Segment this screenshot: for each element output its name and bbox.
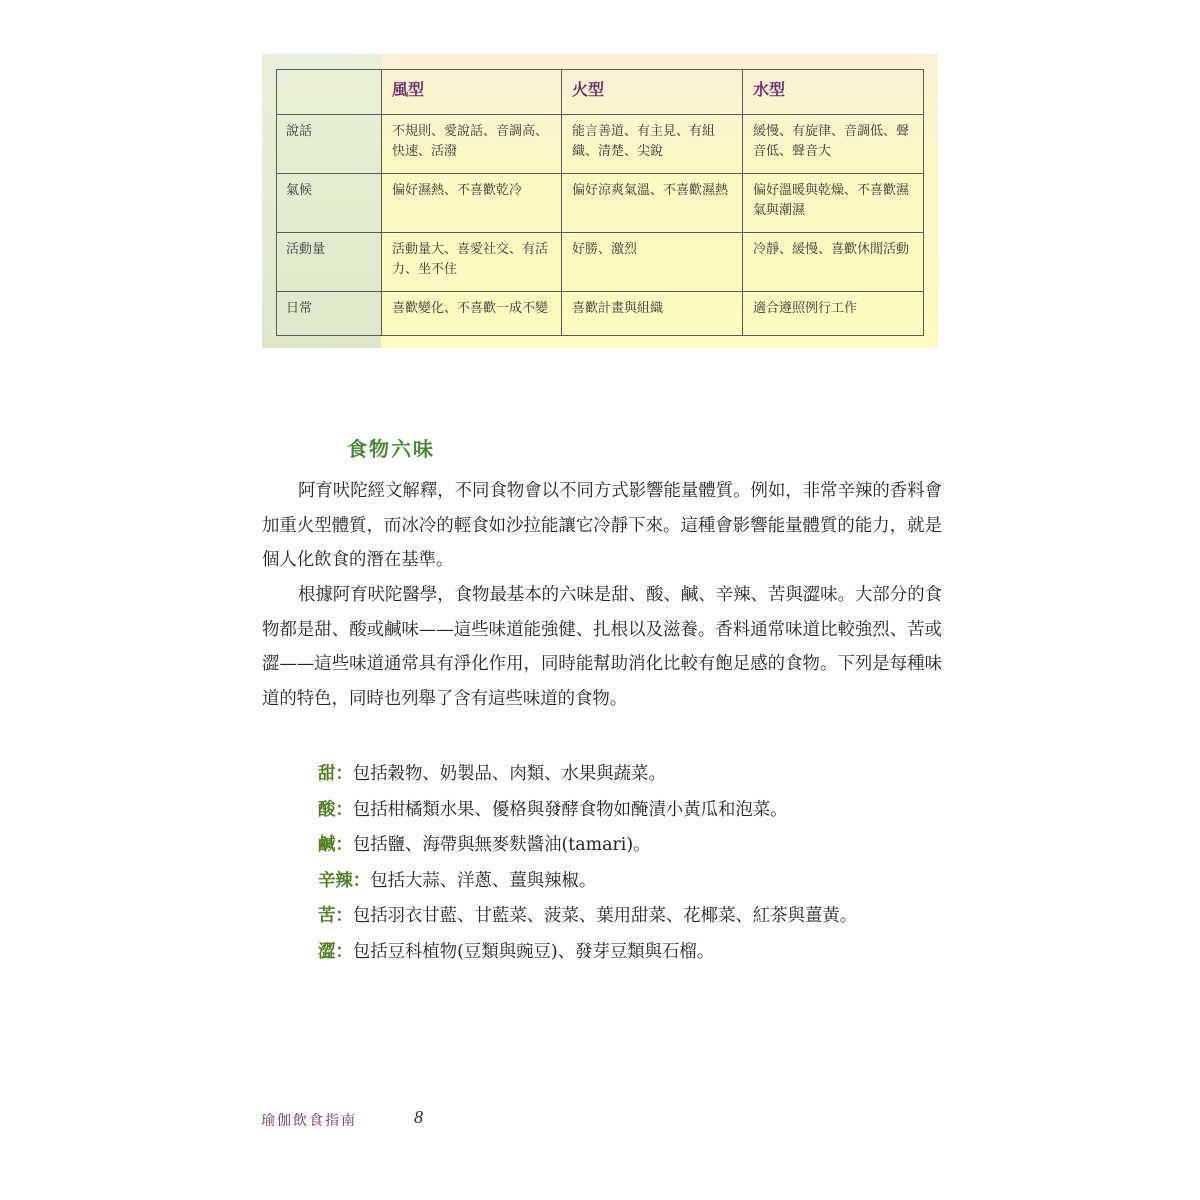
taste-description: 包括鹽、海帶與無麥麩醬油(tamari)。	[352, 835, 651, 855]
table-row	[277, 292, 924, 336]
dosha-table-container	[276, 69, 924, 336]
table-cell: 緩慢、有旋律、音調低、聲音低、聲音大	[743, 115, 924, 174]
table-corner-cell	[277, 70, 382, 115]
list-item	[318, 793, 857, 829]
table-row	[277, 115, 924, 174]
table-cell: 冷靜、緩慢、喜歡休閒活動	[743, 233, 924, 292]
taste-name: 鹹：	[318, 835, 353, 855]
table-cell: 能言善道、有主見、有組織、清楚、尖銳	[562, 115, 743, 174]
taste-description: 包括羽衣甘藍、甘藍菜、菠菜、葉用甜菜、花椰菜、紅茶與薑黃。	[352, 906, 858, 926]
table-cell: 活動量大、喜愛社交、有活力、坐不住	[382, 233, 562, 292]
taste-name: 澀：	[318, 941, 353, 962]
footer-book-title: 瑜伽飲食指南	[261, 1113, 357, 1129]
table-cell: 不規則、愛說話、音調高、快速、活潑	[382, 115, 562, 174]
table-cell: 偏好涼爽氣溫、不喜歡濕熱	[562, 174, 743, 233]
table-cell: 好勝、激烈	[562, 233, 743, 292]
row-label: 氣候	[277, 174, 382, 233]
taste-name: 甜：	[318, 764, 353, 784]
table-cell: 適合遵照例行工作	[743, 292, 924, 336]
taste-list	[318, 757, 857, 970]
row-label: 說話	[277, 115, 382, 174]
table-row	[277, 174, 924, 233]
taste-name: 辛辣：	[318, 870, 371, 891]
table-cell: 偏好溫暖與乾燥、不喜歡濕氣與潮濕	[743, 174, 924, 233]
header-fire-type: 火型	[562, 70, 743, 115]
taste-description: 包括大蒜、洋蔥、薑與辣椒。	[370, 870, 597, 891]
header-wind-type: 風型	[382, 70, 562, 115]
header-water-type: 水型	[743, 70, 924, 115]
row-label: 日常	[277, 292, 382, 336]
section-title: 食物六味	[347, 437, 435, 461]
table-cell: 喜歡計畫與組織	[562, 292, 743, 336]
body-paragraph: 阿育吠陀經文解釋，不同食物會以不同方式影響能量體質。例如，非常辛辣的香料會加重火型體質，而冰冷的輕食如沙拉能讓它冷靜下來。這種會影響能量體質的能力，就是個人化飲食的潛在基準。	[262, 481, 942, 570]
taste-description: 包括柑橘類水果、優格與發酵食物如醃漬小黃瓜和泡菜。	[352, 799, 788, 820]
row-label: 活動量	[277, 233, 382, 292]
list-item	[318, 757, 857, 793]
taste-description: 包括穀物、奶製品、肉類、水果與蔬菜。	[352, 764, 666, 784]
table-row	[277, 233, 924, 292]
taste-description: 包括豆科植物(豆類與豌豆)、發芽豆類與石榴。	[352, 941, 715, 962]
list-item	[318, 899, 857, 935]
dosha-comparison-table	[276, 69, 924, 336]
list-item	[318, 828, 857, 864]
body-paragraph: 根據阿育吠陀醫學，食物最基本的六味是甜、酸、鹹、辛辣、苦與澀味。大部分的食物都是甜、酸或鹹味——這些味道能強健、扎根以及滋養。香料通常味道比較強烈、苦或澀——這些味道通常具有淨化作用，同時能幫助消化比較有飽足感的食物。下列是每種味道的特色，同時也列舉了含有這些味道的食物。	[262, 585, 942, 709]
table-cell: 喜歡變化、不喜歡一成不變	[382, 292, 562, 336]
list-item	[318, 935, 857, 971]
footer-page-number: 8	[414, 1107, 423, 1127]
taste-name: 酸：	[318, 799, 353, 820]
list-item	[318, 864, 857, 900]
taste-name: 苦：	[318, 906, 353, 926]
table-cell: 偏好濕熱、不喜歡乾冷	[382, 174, 562, 233]
